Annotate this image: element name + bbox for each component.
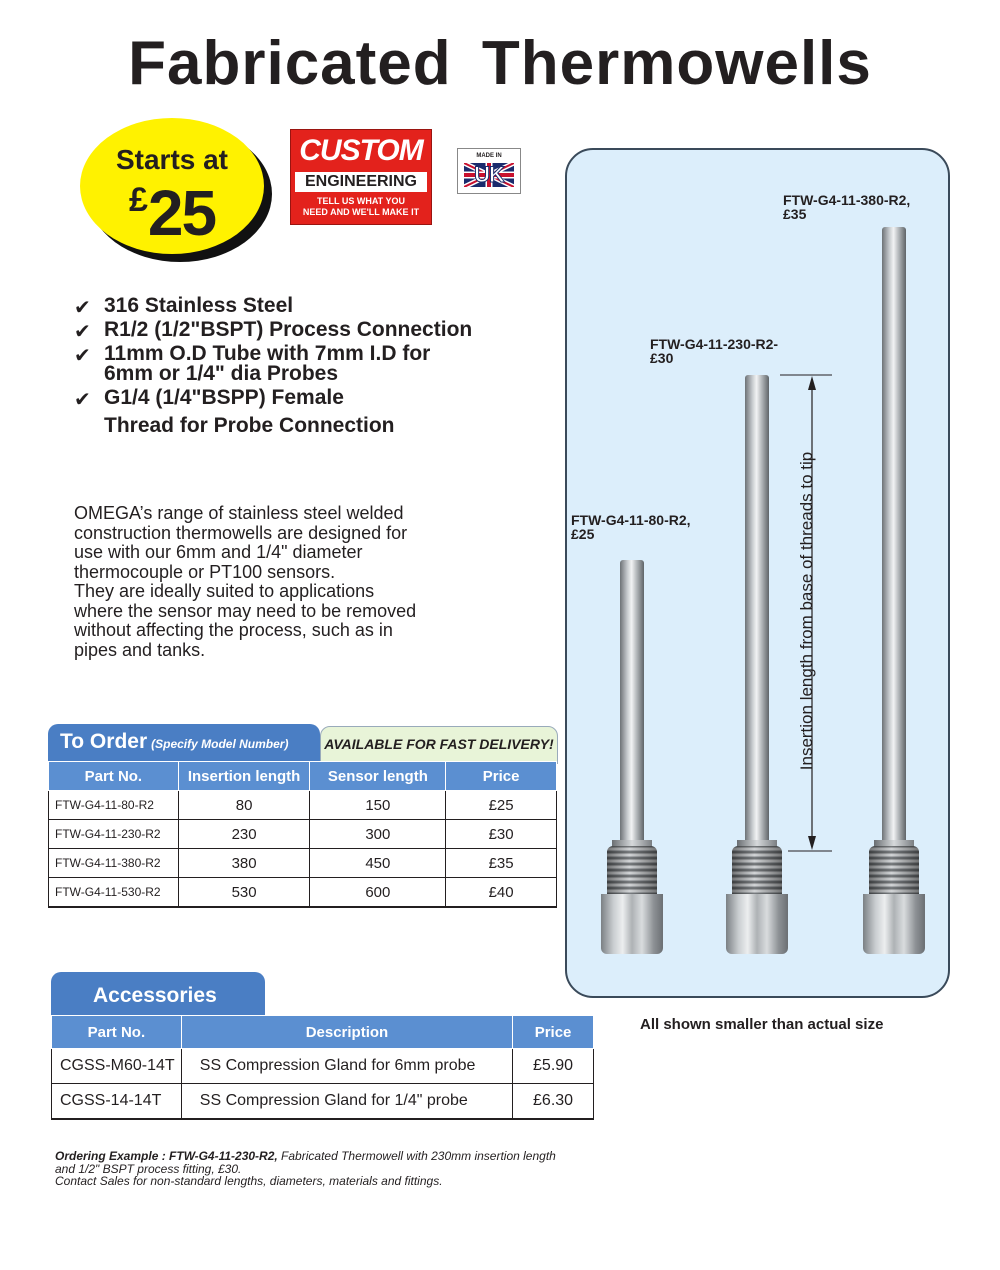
check-icon: ✔: [74, 345, 91, 367]
insertion-length-cell: 380: [178, 849, 310, 878]
order-tab-label: To Order: [60, 730, 148, 753]
thermowell-thread-shade: [607, 846, 657, 896]
check-icon: ✔: [74, 297, 91, 319]
description-cell: SS Compression Gland for 1/4" probe: [181, 1084, 512, 1120]
table-row: [52, 1084, 594, 1120]
made-in-uk-badge: [457, 148, 521, 194]
price-cell: £35: [446, 849, 557, 878]
feature-list: [74, 296, 474, 440]
check-icon: ✔: [74, 389, 91, 411]
order-tab: [48, 724, 320, 762]
custom-engineering-logo: [290, 129, 432, 225]
accessories-header-row: [52, 1016, 594, 1049]
probe-label-230: [650, 337, 778, 365]
probe-label-380-price: £35: [783, 206, 807, 222]
feature-text: R1/2 (1/2"BSPT) Process Connection: [104, 318, 473, 341]
price-badge-amount: [80, 176, 264, 250]
feature-text: 11mm O.D Tube with 7mm I.D for 6mm or 1/4" dia Probes: [104, 342, 431, 385]
intro-paragraph: OMEGA’s range of stainless steel welded construction thermowells are designed for use with our 6mm and 1/4" diameter thermocouple or PT100 sensors.: [74, 503, 408, 582]
insertion-length-cell: 80: [178, 791, 310, 820]
price-badge-currency: £: [128, 181, 146, 219]
thermowell-hex: [726, 894, 788, 954]
price-badge-starts: Starts at: [115, 144, 229, 175]
size-caption: All shown smaller than actual size: [640, 1016, 884, 1033]
part-number-cell: CGSS-M60-14T: [52, 1049, 182, 1084]
price-badge-value: 25: [147, 177, 216, 249]
column-header-price: Price: [446, 762, 557, 791]
accessories-table: [51, 1015, 594, 1120]
table-row: [49, 878, 557, 908]
part-number-cell: FTW-G4-11-530-R2: [49, 878, 179, 908]
column-header-part-no: Part No.: [52, 1016, 182, 1049]
probe-label-380: [783, 193, 910, 221]
page-title: Fabricated Thermowells: [128, 29, 872, 98]
probe-label-230-part: FTW-G4-11-230-R2-: [650, 336, 779, 352]
part-number-cell: CGSS-14-14T: [52, 1084, 182, 1120]
made-in-country: UK: [474, 162, 504, 187]
part-number-cell: FTW-G4-11-230-R2: [49, 820, 179, 849]
logo-engineering-text: ENGINEERING: [304, 173, 417, 190]
price-cell: £25: [446, 791, 557, 820]
thermowell-thread-shade: [869, 846, 919, 896]
feature-continuation: Thread for Probe Connection: [104, 414, 395, 437]
made-in-label: MADE IN: [476, 153, 502, 159]
intro-paragraph: They are ideally suited to applications where the sensor may need to be removed without affecting the process, such as in pipes and tanks.: [74, 581, 417, 660]
price-cell: £40: [446, 878, 557, 908]
ordering-footnote: [55, 1150, 575, 1188]
insertion-length-cell: 230: [178, 820, 310, 849]
order-table-header-row: [49, 762, 557, 791]
part-number-cell: FTW-G4-11-80-R2: [49, 791, 179, 820]
accessories-tab-title: Accessories: [93, 984, 217, 1007]
price-cell: £5.90: [513, 1049, 594, 1084]
probe-label-80-price: £25: [571, 526, 595, 542]
sensor-length-cell: 450: [310, 849, 446, 878]
column-header-insertion-length: Insertion length: [178, 762, 310, 791]
ordering-example-text: Fabricated Thermowell with 230mm insertion length and 1/2" BSPT process fitting, £30.: [55, 1149, 556, 1176]
order-tab-subtitle: (Specify Model Number): [151, 737, 289, 751]
logo-engineering-band: [295, 172, 427, 192]
logo-tagline-line-2: NEED AND WE'LL MAKE IT: [302, 207, 420, 217]
feature-item: [74, 294, 474, 319]
table-row: [52, 1049, 594, 1084]
price-cell: £30: [446, 820, 557, 849]
logo-tagline-line-1: TELL US WHAT YOU: [316, 196, 405, 206]
column-header-price: Price: [513, 1016, 594, 1049]
column-header-sensor-length: Sensor length: [310, 762, 446, 791]
column-header-part-no: Part No.: [49, 762, 179, 791]
fast-delivery-text: AVAILABLE FOR FAST DELIVERY!: [324, 736, 554, 752]
feature-item: [74, 318, 474, 343]
probe-label-230-price: £30: [650, 350, 674, 366]
intro-text: [74, 504, 424, 660]
ordering-example: [55, 1150, 575, 1175]
sensor-length-cell: 600: [310, 878, 446, 908]
fast-delivery-tab: [320, 726, 558, 764]
logo-tagline: [291, 196, 431, 218]
accessories-tab: [51, 972, 265, 1016]
table-row: [49, 849, 557, 878]
insertion-length-label: Insertion length from base of threads to tip: [797, 451, 816, 771]
logo-custom-text: CUSTOM: [299, 134, 423, 167]
thermowell-hex: [863, 894, 925, 954]
ordering-example-label: Ordering Example : FTW-G4-11-230-R2,: [55, 1149, 278, 1163]
column-header-description: Description: [181, 1016, 512, 1049]
description-cell: SS Compression Gland for 6mm probe: [181, 1049, 512, 1084]
probe-label-380-part: FTW-G4-11-380-R2,: [783, 192, 911, 208]
order-tab-title: [60, 730, 288, 754]
thermowell-hex: [601, 894, 663, 954]
feature-item: [74, 344, 474, 384]
insertion-length-cell: 530: [178, 878, 310, 908]
sensor-length-cell: 150: [310, 791, 446, 820]
price-cell: £6.30: [513, 1084, 594, 1120]
table-row: [49, 791, 557, 820]
thermowell-tube: [745, 375, 769, 845]
feature-item: [74, 386, 474, 411]
part-number-cell: FTW-G4-11-380-R2: [49, 849, 179, 878]
sensor-length-cell: 300: [310, 820, 446, 849]
contact-note: Contact Sales for non-standard lengths, diameters, materials and fittings.: [55, 1174, 443, 1188]
table-row: [49, 820, 557, 849]
probe-label-80-part: FTW-G4-11-80-R2,: [571, 512, 691, 528]
order-table: [48, 761, 557, 908]
price-badge: [80, 118, 272, 262]
probe-label-80: [571, 513, 691, 541]
thermowell-tube: [882, 227, 906, 845]
feature-text: 316 Stainless Steel: [104, 294, 294, 317]
feature-text: G1/4 (1/4"BSPP) Female: [104, 386, 344, 409]
check-icon: ✔: [74, 321, 91, 343]
thermowell-tube: [620, 560, 644, 845]
